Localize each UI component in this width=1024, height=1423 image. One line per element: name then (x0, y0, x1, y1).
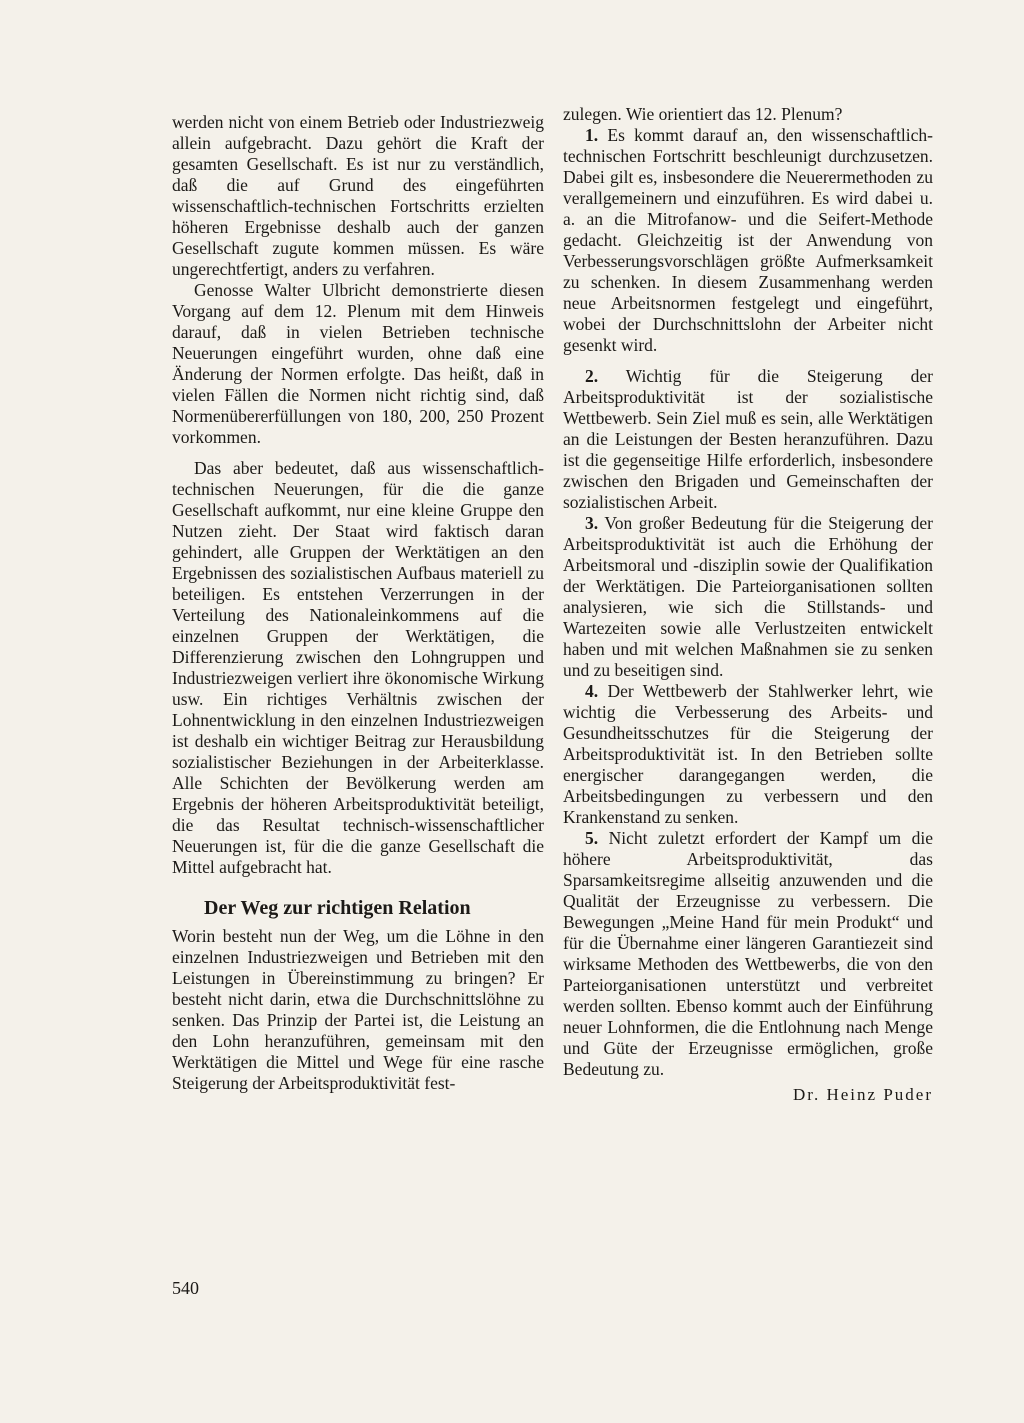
item-text: Es kommt darauf an, den wissenschaftlich-technischen Fortschritt beschleunigt durchzusetzen. Dabei gilt es, insbesondere die Neuerermethoden zu verallgemeinern und einzuführen. Es wird dabei u. a. an die Mitrofanow- und die Seifert-Methode gedacht. Gleichzeitig ist der Anwendung von Verbesserungsvorschlägen größte Aufmerksamkeit zu schenken. In diesem Zusammenhang werden neue Arbeitsnormen festgelegt und eingeführt, wobei der Durchschnittslohn der Arbeiter nicht gesenkt wird. (563, 125, 934, 355)
item-number: 4. (585, 681, 599, 701)
paragraph: Genosse Walter Ulbricht demonstrierte diesen Vorgang auf dem 12. Plenum mit dem Hinweis darauf, daß in vielen Betrieben technische Neuerungen eingeführt wurden, ohne daß eine Änderung der Normen erfolgte. Das heißt, daß in vielen Fällen die Normen nicht richtig sind, daß Normenübererfüllungen von 180, 200, 250 Prozent vorkommen. (172, 280, 544, 447)
item-number: 5. (585, 828, 599, 848)
list-item (563, 828, 933, 1080)
item-text: Nicht zuletzt erfordert der Kampf um die höhere Arbeitsproduktivität, das Sparsamkeitsregime allseitig anzuwenden und die Qualität der Erzeugnisse zu verbessern. Die Bewegungen „Meine Hand für mein Produkt“ und für die Übernahme einer längeren Garantiezeit sind wirksame Methoden des Wettbewerbs, die von den Parteiorganisationen unterstützt und verbreitet werden sollten. Ebenso kommt auch der Einführung neuer Lohnformen, die die Entlohnung nach Menge und Güte der Erzeugnisse ermöglichen, große Bedeutung zu. (563, 828, 934, 1079)
right-column (563, 104, 933, 1105)
author-signature: Dr. Heinz Puder (792, 1085, 933, 1104)
list-item (563, 681, 933, 828)
item-text: Der Wettbewerb der Stahlwerker lehrt, wie wichtig die Verbesserung des Arbeits- und Gesundheitsschutzes für die Steigerung der Arbeitsproduktivität ist. In den Betrieben sollte energischer darangegangen werden, die Arbeitsbedingungen zu verbessern und den Krankenstand zu senken. (563, 681, 933, 827)
paragraph: zulegen. Wie orientiert das 12. Plenum? (563, 104, 843, 124)
item-number: 2. (585, 366, 599, 386)
list-item (563, 513, 933, 681)
paragraph: Worin besteht nun der Weg, um die Löhne in den einzelnen Industriezweigen und Betrieben mit den Leistungen in Übereinstimmung zu bringen? Er besteht nicht darin, etwa die Durchschnittslöhne zu senken. Das Prinzip der Partei ist, die Leistung an den Lohn heranzuführen, gemeinsam mit den Werktätigen die Mittel und Wege für eine rasche Steigerung der Arbeitsproduktivität fest- (172, 926, 544, 1093)
paragraph: werden nicht von einem Betrieb oder Industriezweig allein aufgebracht. Dazu gehört die Kraft der gesamten Gesellschaft. Es ist nur zu verständlich, daß die auf Grund des eingeführten wissenschaftlich-technischen Fortschritts erzielten höheren Ergebnisse deshalb auch der ganzen Gesellschaft zugute kommen müssen. Es wäre ungerechtfertigt, anders zu verfahren. (172, 112, 544, 279)
item-number: 1. (585, 125, 599, 145)
item-text: Wichtig für die Steigerung der Arbeitsproduktivität ist der sozialistische Wettbewerb. Sein Ziel muß es sein, alle Werktätigen an die Leistungen der Besten heranzuführen. Dazu ist die gegenseitige Hilfe erforderlich, insbesondere zwischen den Brigaden und Gemeinschaften der sozialistischen Arbeit. (563, 366, 934, 512)
item-text: Von großer Bedeutung für die Steigerung der Arbeitsproduktivität ist auch die Erhöhung der Arbeitsmoral und -disziplin sowie der Qualifikation der Werktätigen. Die Parteiorganisationen sollten analysieren, wie sich die Stillstands- und Wartezeiten sowie alle Verlustzeiten entwickelt haben und mit welchen Maßnahmen sie zu senken und zu beseitigen sind. (563, 513, 934, 680)
paragraph: Das aber bedeutet, daß aus wissenschaftlich-technischen Neuerungen, für die die ganze Gesellschaft aufkommt, nur eine kleine Gruppe den Nutzen zieht. Der Staat wird faktisch daran gehindert, alle Gruppen der Werktätigen an den Ergebnissen des sozialistischen Aufbaus materiell zu beteiligen. Es entstehen Verzerrungen in der Verteilung des Nationaleinkommens auf die einzelnen Gruppen der Werktätigen, die Differenzierung zwischen den Lohngruppen und Industriezweigen verliert ihre ökonomische Wirkung usw. Ein richtiges Verhältnis zwischen der Lohnentwicklung in den einzelnen Industriezweigen ist deshalb ein wichtiger Beitrag zur Herausbildung sozialistischer Beziehungen in der Arbeiterklasse. Alle Schichten der Bevölkerung werden am Ergebnis der höheren Arbeitsproduktivität beteiligt, die das Resultat technisch-wissenschaftlicher Neuerungen ist, für die die ganze Gesellschaft die Mittel aufgebracht hat. (172, 458, 544, 877)
list-item (563, 366, 933, 513)
list-item (563, 125, 933, 356)
page-number: 540 (172, 1278, 199, 1298)
section-heading: Der Weg zur richtigen Relation (204, 897, 471, 919)
left-column (172, 112, 544, 1094)
item-number: 3. (585, 513, 599, 533)
